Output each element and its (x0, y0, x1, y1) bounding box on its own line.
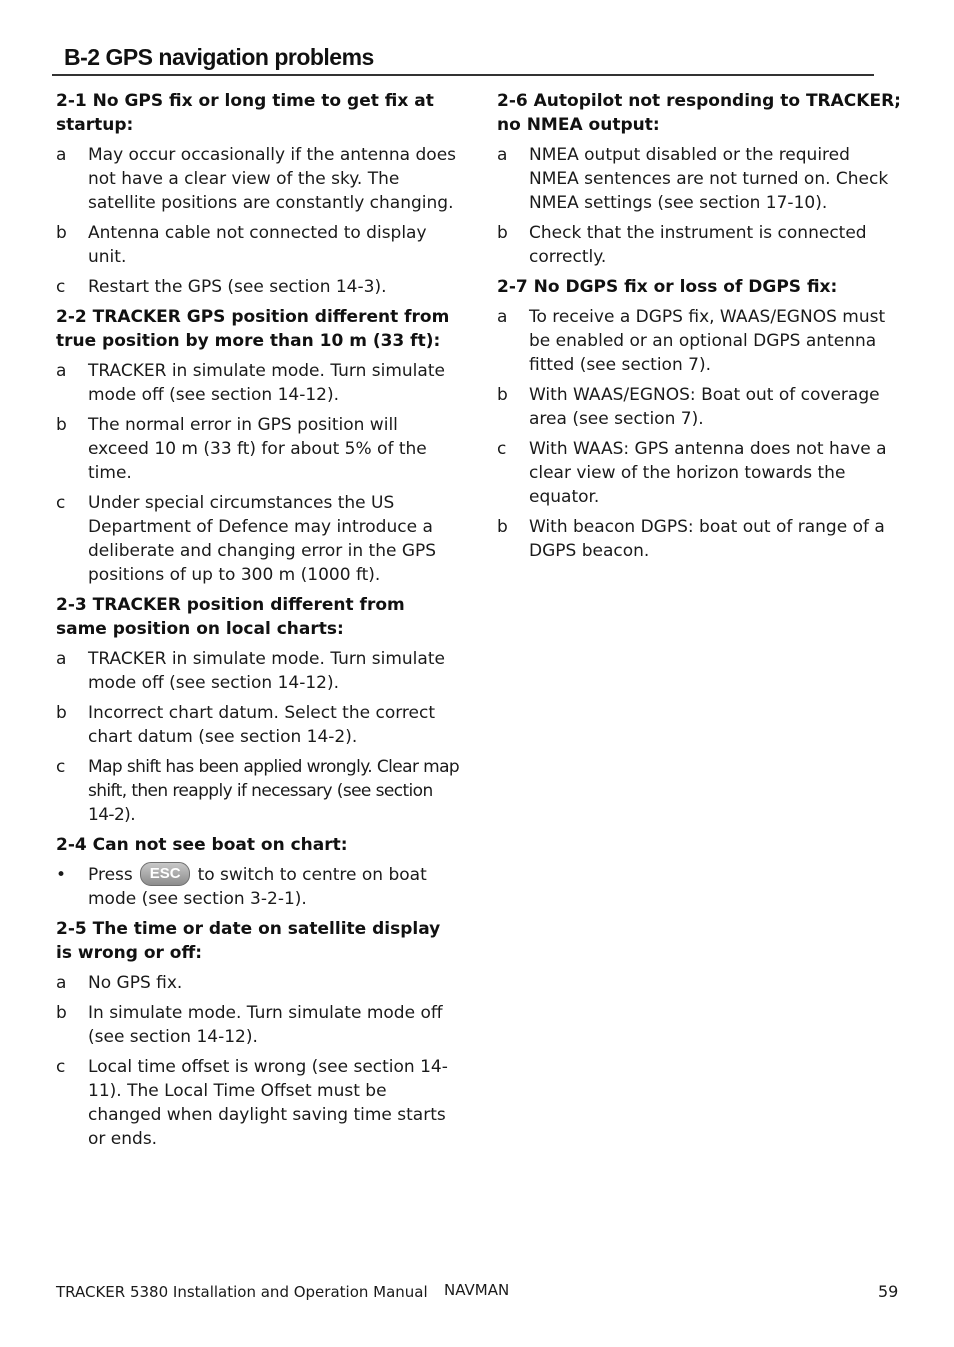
list-item (497, 221, 901, 269)
list-item-text (88, 863, 460, 911)
list-item-text: Incorrect chart datum. Select the correct chart datum (see section 14-2). (88, 703, 436, 747)
list-marker: a (56, 973, 67, 993)
section-heading: 2-6 Autopilot not responding to TRACKER; no NMEA output: (497, 91, 901, 135)
list-item-text: The normal error in GPS position will exceed 10 m (33 ft) for about 5% of the time. (88, 415, 427, 483)
list-item (497, 143, 901, 215)
list-marker: a (56, 145, 67, 165)
list-item-text: TRACKER in simulate mode. Turn simulate mode off (see section 14-12). (88, 649, 445, 693)
list-marker: b (56, 415, 67, 435)
list-item (497, 305, 901, 377)
section-2-5 (56, 917, 460, 1151)
page-number: 59 (878, 1282, 899, 1301)
right-column (497, 89, 901, 569)
list-item-text: May occur occasionally if the antenna does not have a clear view of the sky. The satellite positions are constantly changing. (88, 145, 457, 213)
section-heading: 2-3 TRACKER position different from same position on local charts: (56, 595, 405, 639)
list-item-text: With WAAS: GPS antenna does not have a clear view of the horizon towards the equator. (529, 439, 887, 507)
section-heading: 2-7 No DGPS fix or loss of DGPS fix: (497, 277, 838, 297)
list-item (56, 221, 460, 269)
section-heading: 2-2 TRACKER GPS position different from true position by more than 10 m (33 ft): (56, 307, 450, 351)
list-marker: c (56, 277, 66, 297)
list-marker: b (56, 1003, 67, 1023)
section-heading: 2-4 Can not see boat on chart: (56, 835, 348, 855)
list-marker: b (56, 703, 67, 723)
section-heading: 2-1 No GPS fix or long time to get fix at startup: (56, 91, 434, 135)
list-marker: c (56, 757, 66, 777)
list-item-text: NMEA output disabled or the required NMEA sentences are not turned on. Check NMEA settings (see section 17-10). (529, 145, 889, 213)
list-item (56, 359, 460, 407)
list-item (497, 515, 901, 563)
list-item-text: Antenna cable not connected to display unit. (88, 223, 427, 267)
list-marker: c (56, 1057, 66, 1077)
list-item (497, 437, 901, 509)
list-marker: c (497, 439, 507, 459)
section-2-7 (497, 275, 901, 563)
list-item-text: Local time offset is wrong (see section 14-11). The Local Time Offset must be changed when daylight saving time starts or ends. (88, 1057, 448, 1149)
list-marker: b (56, 223, 67, 243)
list-item (56, 143, 460, 215)
list-item (56, 1001, 460, 1049)
list-item (56, 647, 460, 695)
list-item (56, 491, 460, 587)
footer-brand: NAVMAN (444, 1281, 510, 1299)
section-2-2 (56, 305, 460, 587)
list-item-text: With WAAS/EGNOS: Boat out of coverage area (see section 7). (529, 385, 880, 429)
bullet-marker: • (56, 865, 67, 885)
list-marker: b (497, 385, 508, 405)
section-2-4 (56, 833, 460, 911)
list-marker: a (56, 361, 67, 381)
section-2-3 (56, 593, 460, 827)
list-item-text: TRACKER in simulate mode. Turn simulate mode off (see section 14-12). (88, 361, 445, 405)
list-item-text: To receive a DGPS fix, WAAS/EGNOS must be enabled or an optional DGPS antenna fitted (see section 7). (529, 307, 886, 375)
list-item-text: Check that the instrument is connected correctly. (529, 223, 867, 267)
left-column (56, 89, 460, 1157)
list-item-text: Restart the GPS (see section 14-3). (88, 277, 387, 297)
text-after-key: to switch to centre on boat mode (see section 3-2-1). (88, 865, 427, 909)
list-item (56, 755, 460, 827)
list-item (56, 971, 460, 995)
list-marker: a (497, 307, 508, 327)
list-item-text: Under special circumstances the US Department of Defence may introduce a deliberate and changing error in the GPS positions of up to 300 m (1000 ft). (88, 493, 437, 585)
list-item (56, 413, 460, 485)
title-rule (52, 74, 874, 76)
list-item (56, 1055, 460, 1151)
list-item-text: No GPS fix. (88, 973, 183, 993)
section-heading: 2-5 The time or date on satellite display is wrong or off: (56, 919, 441, 963)
list-marker: a (56, 649, 67, 669)
list-item (497, 383, 901, 431)
section-2-1 (56, 89, 460, 299)
list-item (56, 701, 460, 749)
list-marker: b (497, 223, 508, 243)
list-item-text: With beacon DGPS: boat out of range of a DGPS beacon. (529, 517, 885, 561)
page-title: B-2 GPS navigation problems (64, 44, 374, 70)
list-item (56, 863, 460, 911)
list-item-text: In simulate mode. Turn simulate mode off (see section 14-12). (88, 1003, 443, 1047)
footer-manual-title: TRACKER 5380 Installation and Operation Manual (56, 1283, 428, 1301)
list-marker: a (497, 145, 508, 165)
section-2-6 (497, 89, 901, 269)
list-marker: c (56, 493, 66, 513)
list-marker: b (497, 517, 508, 537)
text-before-key: Press (88, 865, 133, 885)
list-item (56, 275, 460, 299)
list-item-text: Map shift has been applied wrongly. Clear map shift, then reapply if necessary (see section 14-2). (88, 757, 460, 825)
esc-key-icon: ESC (140, 862, 190, 886)
